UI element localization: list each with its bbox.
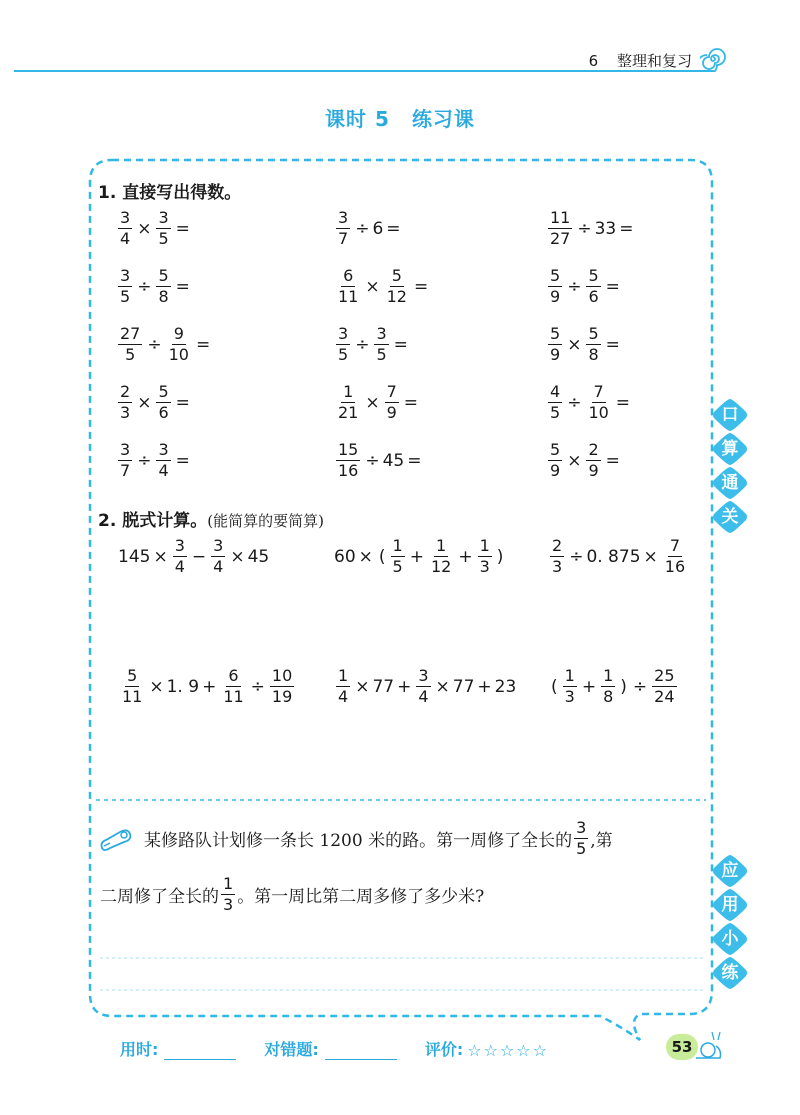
operator: × [355, 676, 370, 697]
operator: = [175, 276, 190, 297]
fraction [156, 384, 170, 421]
fraction-numerator: 7 [593, 382, 604, 401]
chapter-title: 整理和复习 [616, 52, 692, 70]
operator: = [386, 218, 401, 239]
fraction-denominator: 6 [588, 287, 599, 306]
snail-icon [694, 1026, 724, 1062]
fraction-numerator: 15 [338, 440, 359, 459]
fraction [270, 668, 294, 705]
fraction-numerator: 5 [550, 266, 561, 285]
fraction [548, 442, 562, 479]
fraction-denominator: 11 [223, 687, 244, 706]
fraction [391, 538, 405, 575]
fraction [336, 668, 350, 705]
fraction [173, 538, 187, 575]
lesson-type: 练习课 [411, 107, 475, 131]
fraction-denominator: 12 [430, 557, 452, 576]
number: 0. 875 [586, 546, 641, 567]
fraction [336, 442, 360, 479]
section-1-title: 1. 直接写出得数。 [98, 183, 242, 203]
calculation-item [118, 668, 296, 705]
fraction-numerator: 11 [550, 208, 571, 227]
fraction-numerator: 3 [576, 818, 587, 837]
fraction-numerator: 5 [588, 266, 599, 285]
fraction-numerator: 5 [588, 324, 599, 343]
operator: × [137, 392, 152, 413]
wp-fraction-1 [574, 820, 588, 857]
fraction [548, 326, 562, 363]
section-2-title-text: 2. 脱式计算。 [98, 511, 208, 531]
fraction-denominator: 3 [479, 557, 490, 576]
tab-label: 应 [721, 861, 739, 881]
fraction-denominator: 5 [338, 345, 349, 364]
word-problem-line-1 [144, 820, 613, 857]
fraction-denominator: 4 [338, 687, 349, 706]
fraction-numerator: 3 [158, 208, 169, 227]
fraction-numerator: 10 [271, 666, 293, 685]
fraction-numerator: 1 [436, 536, 447, 555]
operator: × [153, 546, 168, 567]
fraction [385, 268, 409, 305]
fraction-denominator: 16 [664, 557, 686, 576]
fraction-denominator: 6 [158, 403, 169, 422]
operator: × [435, 676, 450, 697]
side-tab [713, 398, 747, 432]
fraction-denominator: 3 [223, 895, 234, 914]
fraction-numerator: 5 [391, 266, 402, 285]
fraction [416, 668, 430, 705]
operator: + [202, 676, 217, 697]
fraction [118, 210, 132, 247]
fraction-numerator: 3 [158, 440, 169, 459]
fraction-numerator: 1 [564, 666, 575, 685]
operator: ÷ [147, 334, 162, 355]
operator: ÷ [567, 276, 582, 297]
side-tab [713, 466, 747, 500]
operator: ( [378, 546, 386, 567]
fraction-denominator: 16 [338, 461, 359, 480]
fraction-numerator: 1 [338, 666, 349, 685]
operator: = [175, 450, 190, 471]
calculation-item [548, 668, 679, 705]
operator: ) [496, 546, 504, 567]
fraction-numerator: 3 [120, 440, 131, 459]
fraction-denominator: 5 [576, 839, 587, 858]
number: 33 [594, 218, 617, 239]
fraction-denominator: 10 [588, 403, 609, 422]
fraction [221, 668, 245, 705]
expression-item [334, 210, 404, 247]
operator: + [409, 546, 424, 567]
fraction [336, 384, 360, 421]
side-tab [713, 922, 747, 956]
operator: = [615, 392, 631, 413]
number: 45 [382, 450, 405, 471]
fraction [478, 538, 492, 575]
fraction-numerator: 5 [550, 440, 561, 459]
fraction-denominator: 8 [158, 287, 169, 306]
side-tab [713, 854, 747, 888]
expression-item [546, 442, 623, 479]
operator: = [403, 392, 419, 413]
fraction-denominator: 5 [376, 345, 387, 364]
tab-label: 小 [721, 929, 739, 949]
fraction-denominator: 8 [603, 687, 614, 706]
number: 23 [494, 676, 517, 697]
operator: ÷ [569, 546, 584, 567]
expression-item [116, 268, 193, 305]
fraction [211, 538, 225, 575]
fraction [118, 326, 142, 363]
fraction-denominator: 4 [120, 229, 131, 248]
tab-label: 练 [721, 963, 739, 983]
fraction-numerator: 27 [120, 324, 141, 343]
fraction [548, 210, 572, 247]
expression-item [334, 384, 421, 421]
section-2-title [98, 506, 324, 531]
fraction-numerator: 3 [174, 536, 185, 555]
expression-item [546, 326, 623, 363]
fraction-denominator: 12 [386, 287, 407, 306]
fraction [156, 268, 170, 305]
operator: ÷ [137, 276, 152, 297]
expression-item [116, 442, 193, 479]
tab-label: 算 [721, 439, 739, 459]
number: 77 [372, 676, 395, 697]
fraction [586, 268, 600, 305]
footer [120, 1037, 577, 1060]
fraction [652, 668, 676, 705]
operator: ÷ [365, 450, 380, 471]
fraction [167, 326, 191, 363]
fraction-denominator: 5 [158, 229, 169, 248]
operator: − [191, 546, 207, 567]
errors-blank[interactable] [325, 1044, 397, 1060]
operator: ÷ [355, 218, 370, 239]
fraction-numerator: 1 [223, 874, 234, 893]
operator: × [358, 546, 373, 567]
fraction-numerator: 6 [228, 666, 239, 685]
expression-item [116, 210, 193, 247]
operator: × [567, 334, 582, 355]
fraction-numerator: 2 [588, 440, 599, 459]
operator: = [605, 276, 620, 297]
fraction-numerator: 25 [654, 666, 675, 685]
number: 77 [452, 676, 475, 697]
side-tab [713, 888, 747, 922]
fraction [374, 326, 388, 363]
expression-item [116, 326, 213, 363]
fraction [156, 210, 170, 247]
expression-item [334, 326, 411, 363]
fraction [586, 384, 610, 421]
pencil-icon [98, 824, 136, 854]
fraction-denominator: 4 [418, 687, 429, 706]
tab-label: 关 [721, 507, 739, 527]
fraction [586, 442, 600, 479]
wp-text-1: 某修路队计划修一条长 1200 米的路。第一周修了全长的 [144, 831, 573, 851]
wp-text-4: 。第一周比第二周多修了多少米? [237, 887, 485, 907]
operator: × [567, 450, 582, 471]
wp-text-2: ,第 [590, 831, 613, 851]
operator: = [605, 334, 620, 355]
fraction-numerator: 1 [392, 536, 403, 555]
operator: = [619, 218, 634, 239]
fraction-numerator: 9 [173, 324, 184, 343]
tab-label: 口 [721, 405, 739, 425]
fraction-denominator: 5 [392, 557, 403, 576]
fraction-numerator: 3 [338, 324, 349, 343]
expression-item [334, 268, 431, 305]
fraction-numerator: 1 [603, 666, 614, 685]
fraction [120, 668, 144, 705]
fraction-denominator: 3 [552, 557, 563, 576]
number: 45 [247, 546, 270, 567]
fraction [548, 384, 562, 421]
fraction-numerator: 3 [338, 208, 349, 227]
fraction-denominator: 11 [338, 287, 359, 306]
fraction-numerator: 1 [343, 382, 354, 401]
number: 60 [334, 546, 356, 567]
fraction-numerator: 5 [158, 266, 169, 285]
expression-item [546, 268, 623, 305]
section-2-note: (能简算的要简算) [207, 512, 324, 530]
fraction [601, 668, 615, 705]
fraction-numerator: 6 [343, 266, 354, 285]
fraction-denominator: 4 [158, 461, 169, 480]
number: 6 [372, 218, 384, 239]
fraction-denominator: 4 [174, 557, 185, 576]
lesson-number: 课时 5 [325, 107, 390, 131]
fraction [563, 668, 577, 705]
operator: × [365, 392, 380, 413]
fraction [429, 538, 453, 575]
fraction-numerator: 3 [376, 324, 387, 343]
chapter-number: 6 [588, 52, 599, 70]
fraction-denominator: 24 [654, 687, 675, 706]
fraction-numerator: 7 [386, 382, 397, 401]
number: 1. 9 [166, 676, 200, 697]
operator: + [581, 676, 597, 697]
wp-fraction-2 [221, 876, 235, 913]
page-number: 53 [666, 1034, 698, 1060]
calculation-item [334, 668, 516, 705]
calculation-item [334, 538, 506, 575]
fraction-denominator: 3 [564, 687, 575, 706]
fraction-numerator: 3 [213, 536, 224, 555]
fraction-denominator: 5 [125, 345, 136, 364]
fraction-denominator: 27 [550, 229, 571, 248]
operator: = [605, 450, 620, 471]
fraction-denominator: 5 [550, 403, 561, 422]
operator: × [137, 218, 152, 239]
fraction-denominator: 19 [271, 687, 293, 706]
fraction-numerator: 4 [550, 382, 561, 401]
operator: ÷ [577, 218, 592, 239]
calculation-item [118, 538, 269, 575]
fraction-denominator: 7 [120, 461, 131, 480]
errors-label: 对错题: [264, 1040, 319, 1059]
operator: = [407, 450, 422, 471]
fraction-numerator: 2 [120, 382, 131, 401]
fraction-numerator: 7 [669, 536, 681, 555]
operator: + [458, 546, 473, 567]
operator: ÷ [567, 392, 582, 413]
fraction [118, 384, 132, 421]
operator: = [413, 276, 429, 297]
side-tab [713, 956, 747, 990]
operator: ÷ [137, 450, 152, 471]
time-field [120, 1037, 236, 1060]
fraction-denominator: 9 [550, 287, 561, 306]
operator: = [175, 392, 190, 413]
operator: × [643, 546, 658, 567]
fraction-numerator: 3 [120, 266, 131, 285]
operator: + [477, 676, 492, 697]
rating-field [425, 1037, 549, 1060]
fraction [118, 442, 132, 479]
fraction [156, 442, 170, 479]
operator: × [230, 546, 245, 567]
fraction-denominator: 21 [338, 403, 359, 422]
wp-text-3: 二周修了全长的 [100, 887, 219, 907]
fraction-denominator: 9 [386, 403, 397, 422]
fraction-numerator: 5 [158, 382, 169, 401]
fraction-denominator: 9 [550, 345, 561, 364]
fraction-denominator: 5 [120, 287, 131, 306]
operator: ÷ [355, 334, 370, 355]
fraction [336, 326, 350, 363]
expression-item [334, 442, 425, 479]
fraction-denominator: 9 [550, 461, 561, 480]
fraction [550, 538, 564, 575]
operator: × [365, 276, 380, 297]
fraction-denominator: 7 [338, 229, 349, 248]
rating-stars[interactable]: ☆☆☆☆☆ [467, 1041, 549, 1060]
fraction-numerator: 3 [120, 208, 131, 227]
side-tab [713, 432, 747, 466]
fraction-numerator: 1 [479, 536, 490, 555]
tab-label: 通 [721, 473, 739, 493]
operator: ) [620, 676, 627, 697]
operator: = [175, 218, 190, 239]
operator: = [393, 334, 408, 355]
side-tab [713, 500, 747, 534]
errors-field [264, 1037, 396, 1060]
fraction-numerator: 5 [127, 666, 138, 685]
operator: + [397, 676, 412, 697]
time-blank[interactable] [164, 1044, 236, 1060]
fraction-denominator: 10 [168, 345, 189, 364]
operator: ÷ [632, 676, 648, 697]
operator: × [149, 676, 164, 697]
fraction [118, 268, 132, 305]
fraction-denominator: 3 [120, 403, 131, 422]
operator: ( [551, 676, 558, 697]
time-label: 用时: [120, 1040, 159, 1059]
expression-item [546, 384, 633, 421]
fraction-denominator: 8 [588, 345, 599, 364]
fraction-denominator: 9 [588, 461, 599, 480]
operator: ÷ [250, 676, 265, 697]
fraction-numerator: 5 [550, 324, 561, 343]
operator: = [195, 334, 211, 355]
fraction-denominator: 11 [122, 687, 143, 706]
fraction [336, 210, 350, 247]
calculation-item [548, 538, 689, 575]
fraction [586, 326, 600, 363]
fraction-numerator: 3 [418, 666, 429, 685]
expression-item [546, 210, 637, 247]
fraction [548, 268, 562, 305]
fraction [336, 268, 360, 305]
fraction [663, 538, 687, 575]
fraction-numerator: 2 [552, 536, 563, 555]
number: 145 [118, 546, 151, 567]
word-problem-line-2 [100, 876, 484, 913]
expression-item [116, 384, 193, 421]
tab-label: 用 [721, 895, 739, 915]
rating-label: 评价: [424, 1040, 464, 1059]
fraction-denominator: 4 [213, 557, 224, 576]
fraction [385, 384, 399, 421]
